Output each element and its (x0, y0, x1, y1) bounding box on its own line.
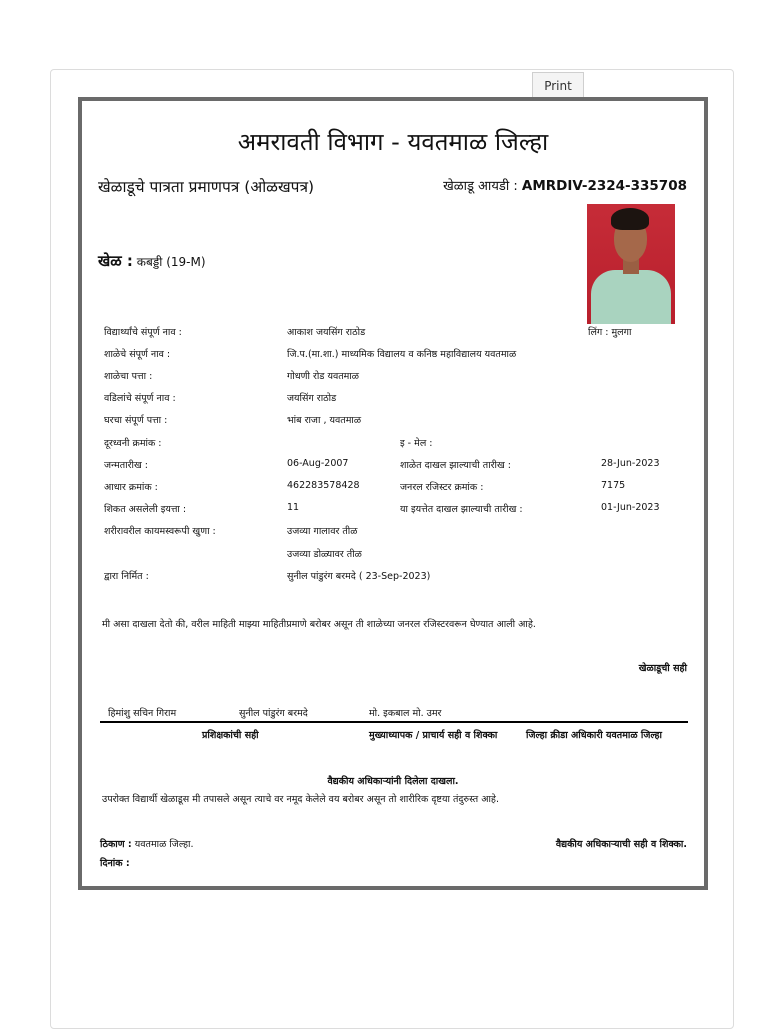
player-photo (587, 204, 675, 324)
place (100, 837, 193, 850)
standard-admission-date-label: या इयत्तेत दाखल झाल्याची तारीख : (400, 504, 523, 515)
school-name: जि.प.(मा.शा.) माध्यमिक विद्यालय व कनिष्ठ महाविद्यालय यवतमाळ (287, 349, 517, 360)
page-title: अमरावती विभाग - यवतमाळ जिल्हा (237, 128, 549, 156)
player-signature-label: खेळाडूची सही (638, 663, 687, 674)
gender: लिंग : मुलगा (588, 327, 632, 338)
standard-label: शिकत असलेली इयत्ता : (104, 504, 187, 515)
aadhar-label: आधार क्रमांक : (104, 482, 158, 493)
sports-officer-label: जिल्हा क्रीडा अधिकारी यवतमाळ जिल्हा (526, 730, 662, 741)
school-admission-date: 28-Jun-2023 (601, 458, 660, 469)
coach-signature-label: प्रशिक्षकांची सही (202, 730, 259, 741)
coach-name: हिमांशु सचिन गिराम (108, 708, 177, 719)
register-number-label: जनरल रजिस्टर क्रमांक : (400, 482, 484, 493)
signature-divider (100, 721, 688, 723)
identification-mark-1: उजव्या गालावर तीळ (287, 526, 358, 537)
date-label: दिनांक : (100, 858, 130, 869)
identification-marks-label: शरीरावरील कायमस्वरूपी खुणा : (104, 526, 216, 537)
principal-signature-label: मुख्याध्यापक / प्राचार्य सही व शिक्का (369, 730, 498, 741)
player-id (443, 176, 687, 194)
created-by: सुनील पांडुरंग बरमदे ( 23-Sep-2023) (287, 571, 431, 582)
home-address-label: घरचा संपूर्ण पत्ता : (104, 415, 168, 426)
register-number: 7175 (601, 480, 626, 491)
school-address-label: शाळेचा पत्ता : (104, 371, 153, 382)
officer-name: मो. इकबाल मो. उमर (369, 708, 442, 719)
student-name: आकाश जयसिंग राठोड (287, 327, 366, 338)
sport (98, 251, 206, 271)
certificate-subtitle: खेळाडूचे पात्रता प्रमाणपत्र (ओळखपत्र) (98, 178, 315, 196)
player-id-value: AMRDIV-2324-335708 (521, 178, 687, 194)
father-name: जयसिंग राठोड (287, 393, 337, 404)
dob-value: 06-Aug-2007 (287, 458, 349, 469)
dob-label: जन्मतारीख : (104, 460, 148, 471)
eligibility-certificate (78, 97, 708, 890)
date (100, 856, 130, 869)
medical-officer-signature-label: वैद्यकीय अधिकाऱ्याची सही व शिक्का. (555, 839, 687, 850)
standard-value: 11 (287, 502, 300, 513)
medical-certificate-text: उपरोक्त विद्यार्थी खेळाडूस मी तपासले असून त्याचे वर नमूद केलेले वय बरोबर असून तो शारीरिक दृष्टया तंदुरुस्त आहे. (102, 794, 499, 805)
place-label: ठिकाण : (100, 839, 132, 850)
sport-value: कबड्डी (19-M) (136, 255, 206, 269)
phone-label: दूरध्वनी क्रमांक : (104, 438, 162, 449)
student-name-label: विद्यार्थ्यांचे संपूर्ण नाव : (104, 327, 182, 338)
aadhar-value: 462283578428 (287, 480, 360, 491)
medical-certificate-title: वैद्यकीय अधिकाऱ्यांनी दिलेला दाखला. (327, 776, 459, 787)
school-name-label: शाळेचे संपूर्ण नाव : (104, 349, 171, 360)
identification-mark-2: उजव्या डोळ्यावर तीळ (287, 549, 362, 560)
created-by-label: द्वारा निर्मित : (104, 571, 149, 582)
school-address: गोधणी रोड यवतमाळ (287, 371, 360, 382)
principal-name: सुनील पांडुरंग बरमदे (239, 708, 308, 719)
home-address: भांब राजा , यवतमाळ (287, 415, 362, 426)
sport-label: खेळ : (98, 252, 133, 270)
standard-admission-date: 01-Jun-2023 (601, 502, 660, 513)
father-name-label: वडिलांचे संपूर्ण नाव : (104, 393, 176, 404)
place-value: यवतमाळ जिल्हा. (134, 839, 194, 850)
declaration-text: मी असा दाखला देतो की, वरील माहिती माझ्या माहितीप्रमाणे बरोबर असून ती शाळेच्या जनरल रजिस्टरवरून घेण्यात आली आहे. (102, 619, 536, 630)
print-button[interactable]: Print (532, 72, 584, 99)
player-id-label: खेळाडू आयडी : (443, 179, 518, 194)
email-label: इ - मेल : (400, 438, 433, 449)
school-admission-date-label: शाळेत दाखल झाल्याची तारीख : (400, 460, 511, 471)
